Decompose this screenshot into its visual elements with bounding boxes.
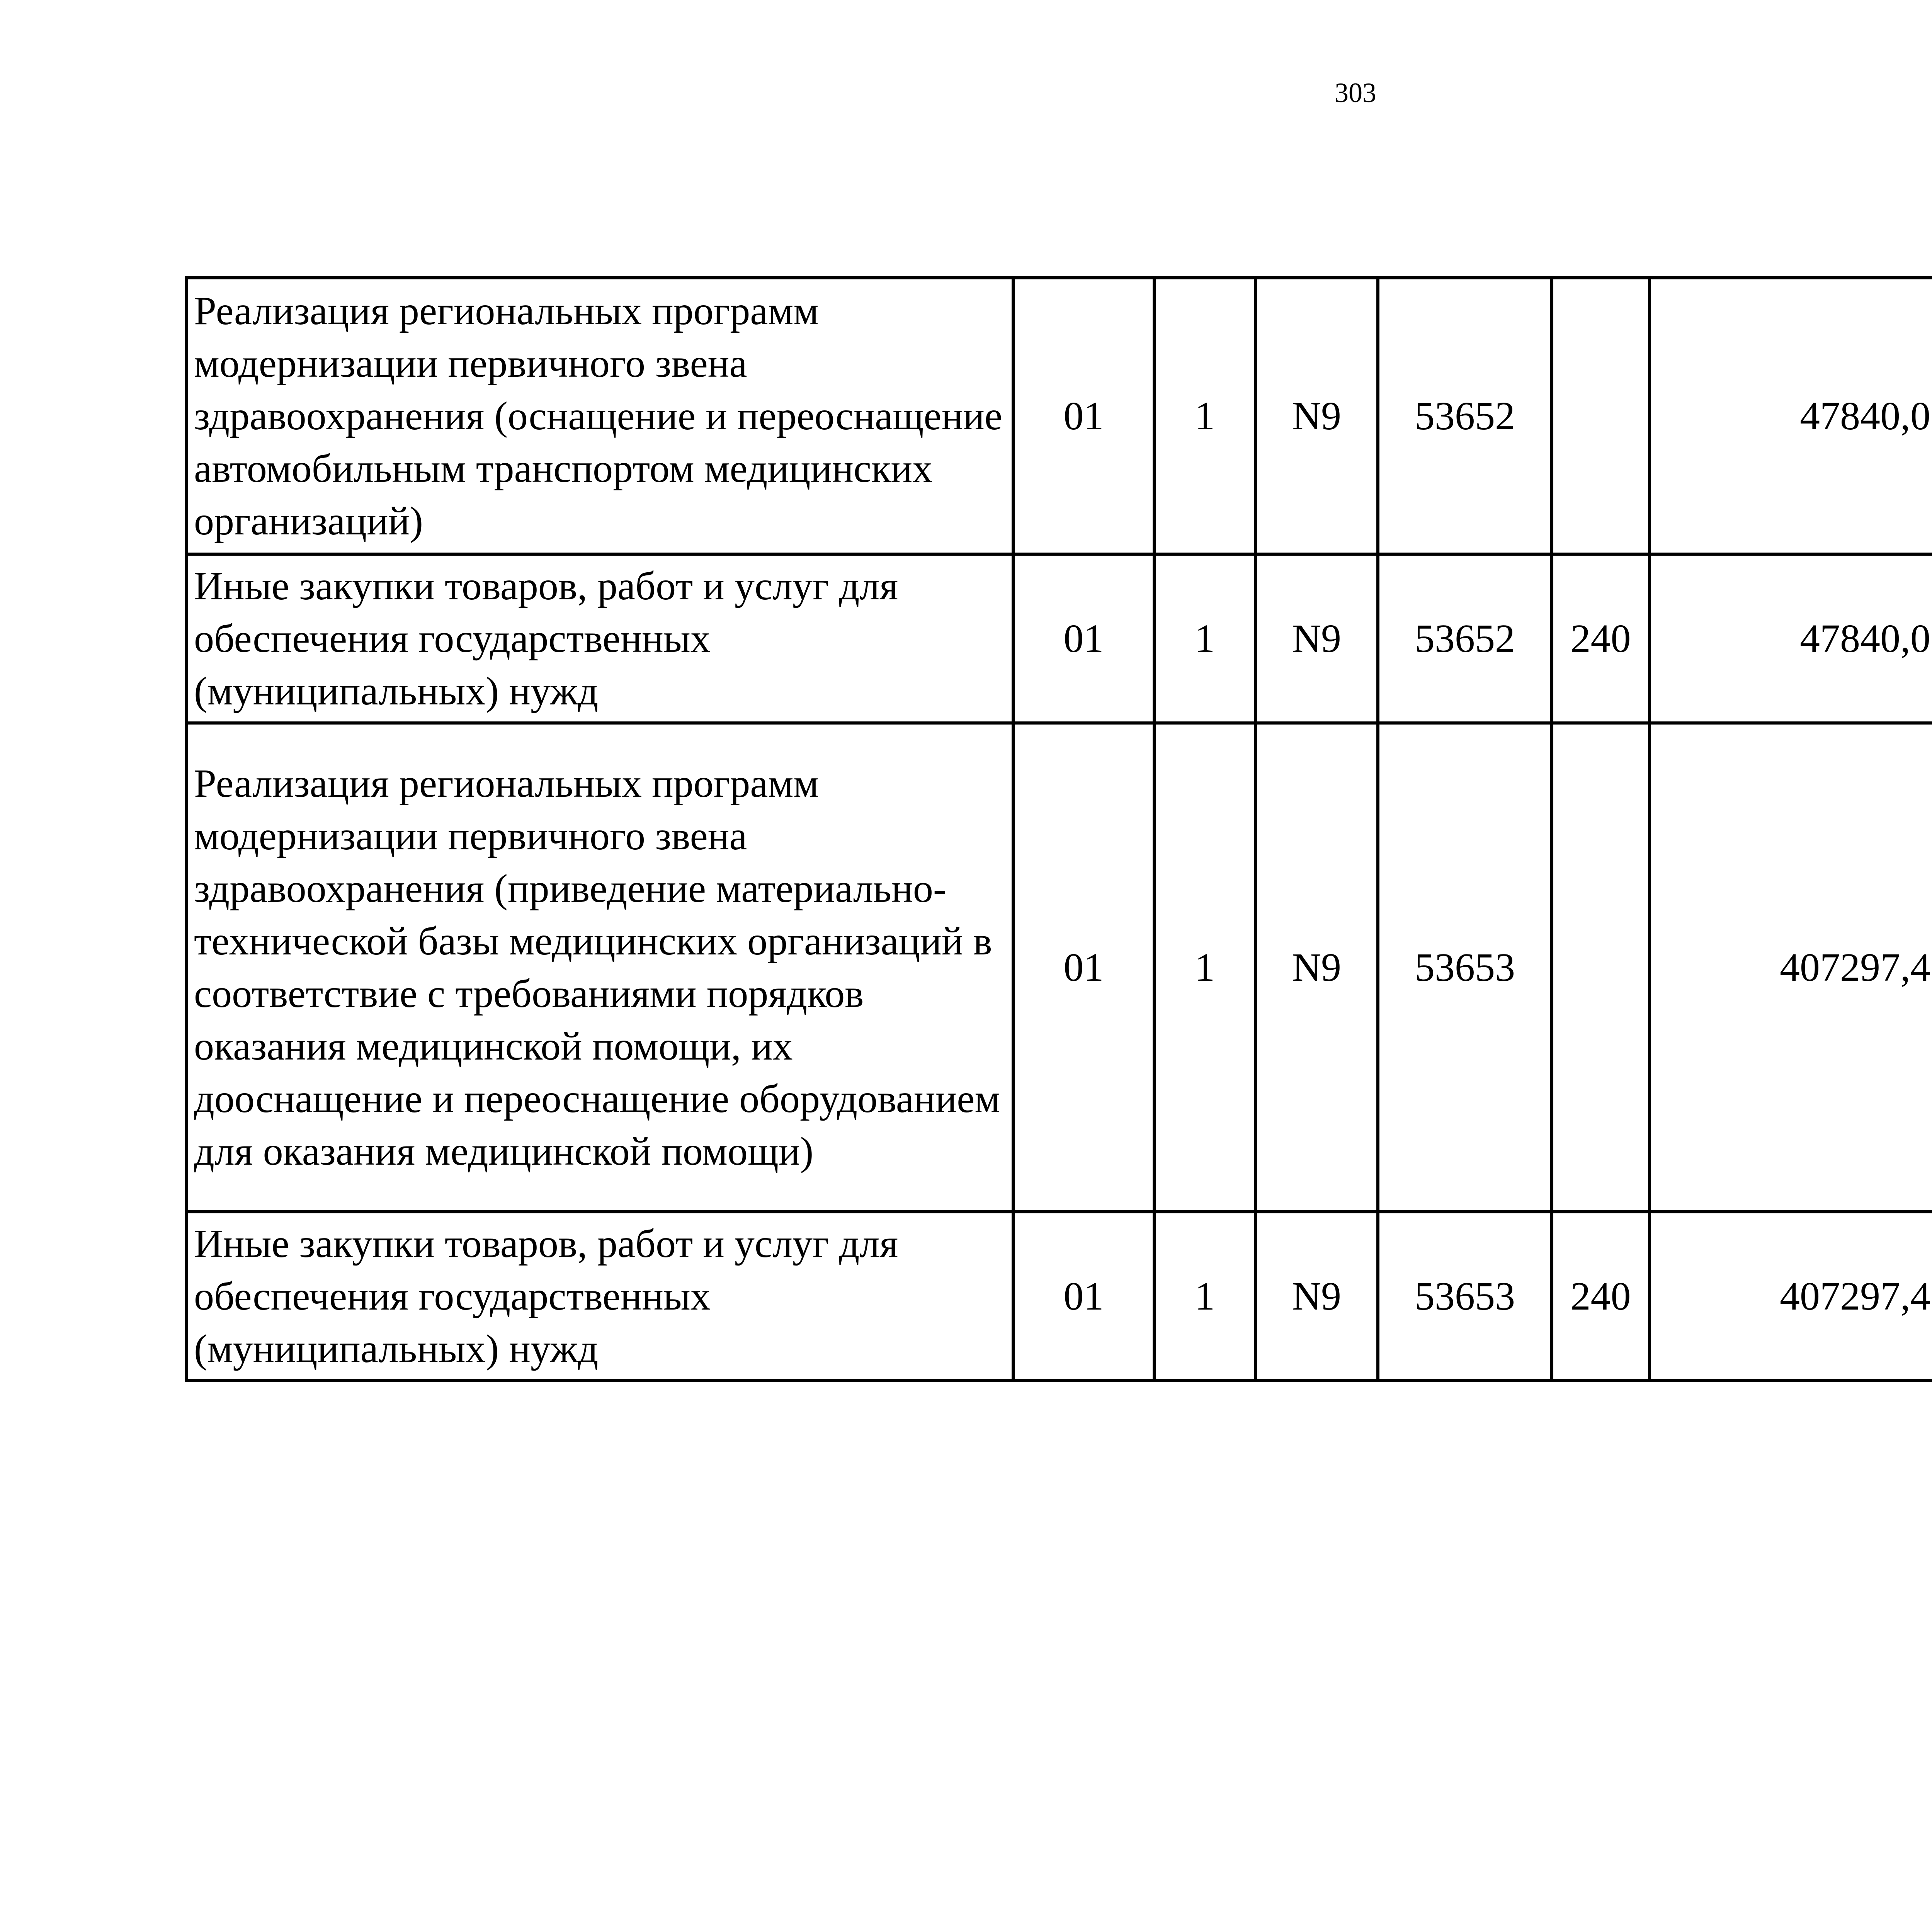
expense-type-cell: 240 xyxy=(1552,554,1650,723)
program-code-cell: 1 xyxy=(1154,723,1255,1212)
page-number: 303 xyxy=(1335,77,1376,108)
direction-code-cell: 53653 xyxy=(1378,723,1552,1212)
expense-type-cell xyxy=(1552,723,1650,1212)
direction-code-cell: 53652 xyxy=(1378,554,1552,723)
row-name-cell: Реализация региональных программ модернизации первичного звена здравоохранения (оснащение и переоснащение автомобильным транспортом медицинских организаций) xyxy=(186,278,1013,554)
amount-year1-cell: 47840,0 xyxy=(1650,278,1932,554)
table-row xyxy=(186,554,1932,723)
program-code-cell: 1 xyxy=(1154,278,1255,554)
budget-table xyxy=(185,276,1932,1382)
table-row xyxy=(186,278,1932,554)
amount-year1-cell: 407297,4 xyxy=(1650,723,1932,1212)
program-code-cell: 1 xyxy=(1154,1212,1255,1381)
expense-type-cell xyxy=(1552,278,1650,554)
expense-type-cell: 240 xyxy=(1552,1212,1650,1381)
amount-year1-cell: 47840,0 xyxy=(1650,554,1932,723)
amount-year1-cell: 407297,4 xyxy=(1650,1212,1932,1381)
row-name-cell: Иные закупки товаров, работ и услуг для обеспечения государственных (муниципальных) нужд xyxy=(186,1212,1013,1381)
project-code-cell: N9 xyxy=(1255,723,1378,1212)
section-code-cell: 01 xyxy=(1013,723,1154,1212)
row-name-cell: Иные закупки товаров, работ и услуг для обеспечения государственных (муниципальных) нужд xyxy=(186,554,1013,723)
row-name-cell: Реализация региональных программ модернизации первичного звена здравоохранения (приведение материально-технической базы медицинских организаций в соответствие с требованиями порядков оказания медицинской помощи, их дооснащение и переоснащение оборудованием для оказания медицинской помощи) xyxy=(186,723,1013,1212)
project-code-cell: N9 xyxy=(1255,554,1378,723)
table-row xyxy=(186,1212,1932,1381)
project-code-cell: N9 xyxy=(1255,278,1378,554)
section-code-cell: 01 xyxy=(1013,1212,1154,1381)
table-row xyxy=(186,723,1932,1212)
section-code-cell: 01 xyxy=(1013,554,1154,723)
section-code-cell: 01 xyxy=(1013,278,1154,554)
program-code-cell: 1 xyxy=(1154,554,1255,723)
direction-code-cell: 53653 xyxy=(1378,1212,1552,1381)
direction-code-cell: 53652 xyxy=(1378,278,1552,554)
project-code-cell: N9 xyxy=(1255,1212,1378,1381)
